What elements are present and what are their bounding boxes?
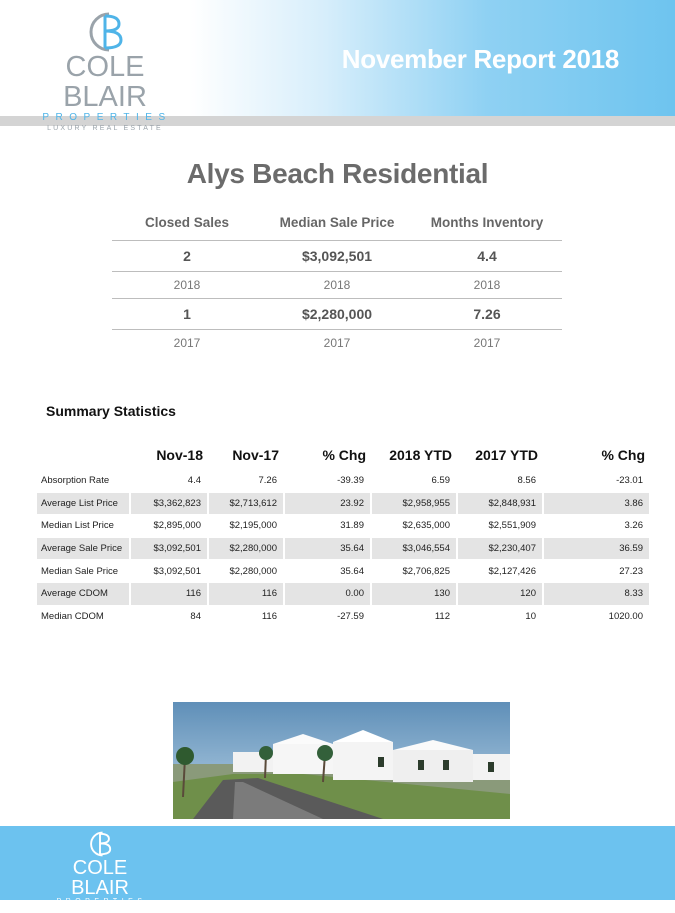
footer-logo [48, 830, 152, 913]
column-header [37, 440, 131, 470]
kpi-value: $2,280,000 [301, 306, 373, 322]
table-cell: 4.4 [131, 470, 209, 493]
company-logo [30, 10, 180, 132]
table-cell: $2,895,000 [131, 515, 209, 538]
table-cell: 27.23 [544, 560, 651, 583]
footer-brand-sub: PROPERTIES [56, 898, 147, 905]
summary-header-row [37, 440, 651, 470]
table-cell: 84 [131, 606, 209, 629]
table-cell: $3,092,501 [131, 560, 209, 583]
table-cell: 35.64 [285, 538, 372, 561]
table-cell: $2,848,931 [458, 493, 544, 516]
table-cell: 116 [131, 583, 209, 606]
table-cell: $3,046,554 [372, 538, 458, 561]
row-label: Median CDOM [37, 606, 131, 629]
kpi-year: 2017 [173, 336, 201, 350]
table-cell: $3,362,823 [131, 493, 209, 516]
table-cell: $2,551,909 [458, 515, 544, 538]
kpi-year: 2018 [173, 278, 201, 292]
column-header: Nov-17 [232, 447, 279, 463]
kpi-year: 2017 [473, 336, 501, 350]
table-cell: $3,092,501 [131, 538, 209, 561]
table-row [37, 606, 651, 629]
table-cell: 0.00 [285, 583, 372, 606]
table-row [37, 583, 651, 606]
table-cell: $2,127,426 [458, 560, 544, 583]
kpi-header-months-inventory: Months Inventory [430, 215, 544, 230]
table-cell: $2,635,000 [372, 515, 458, 538]
cb-monogram-icon [85, 10, 125, 54]
kpi-current-years [112, 272, 562, 298]
kpi-header-closed-sales: Closed Sales [144, 215, 230, 230]
table-cell: $2,195,000 [209, 515, 285, 538]
column-header: 2018 YTD [389, 447, 452, 463]
table-cell: -27.59 [285, 606, 372, 629]
column-header: Nov-18 [156, 447, 203, 463]
kpi-value: 1 [183, 306, 191, 322]
kpi-year: 2017 [323, 336, 351, 350]
row-label: Median List Price [37, 515, 131, 538]
summary-table [37, 440, 651, 628]
logo-tagline: LUXURY REAL ESTATE [47, 125, 163, 132]
table-cell: 10 [458, 606, 544, 629]
table-cell: 23.92 [285, 493, 372, 516]
footer-tagline: LUXURY REAL ESTATE [59, 906, 141, 912]
table-cell: 8.33 [544, 583, 651, 606]
row-label: Absorption Rate [37, 470, 131, 493]
property-photo [173, 702, 510, 819]
beach-town-image [173, 702, 510, 819]
table-row [37, 493, 651, 516]
table-cell: 130 [372, 583, 458, 606]
row-label: Average Sale Price [37, 538, 131, 561]
row-label: Median Sale Price [37, 560, 131, 583]
table-cell: $2,713,612 [209, 493, 285, 516]
page-title: Alys Beach Residential [186, 158, 489, 189]
table-cell: 7.26 [209, 470, 285, 493]
report-title: November Report 2018 [341, 44, 619, 74]
footer-brand-name: COLE BLAIR [71, 857, 129, 899]
table-row [37, 560, 651, 583]
table-cell: 3.26 [544, 515, 651, 538]
kpi-current-values [112, 241, 562, 271]
summary-title: Summary Statistics [46, 403, 176, 419]
row-label: Average List Price [37, 493, 131, 516]
kpi-value: 4.4 [477, 248, 497, 264]
column-header: 2017 YTD [475, 447, 538, 463]
kpi-value: $3,092,501 [301, 248, 373, 264]
logo-brand-sub: PROPERTIES [42, 112, 172, 123]
table-cell: $2,230,407 [458, 538, 544, 561]
kpi-header-median-sale-price: Median Sale Price [279, 215, 395, 230]
table-cell: $2,280,000 [209, 560, 285, 583]
kpi-previous-values [112, 299, 562, 329]
table-cell: -39.39 [285, 470, 372, 493]
table-cell: 120 [458, 583, 544, 606]
row-label: Average CDOM [37, 583, 131, 606]
table-cell: 8.56 [458, 470, 544, 493]
column-header: % Chg [322, 447, 366, 463]
kpi-value: 7.26 [473, 306, 501, 322]
table-cell: 6.59 [372, 470, 458, 493]
table-cell: $2,280,000 [209, 538, 285, 561]
kpi-year: 2018 [323, 278, 351, 292]
kpi-value: 2 [183, 248, 191, 264]
table-cell: 116 [209, 606, 285, 629]
table-row [37, 538, 651, 561]
table-cell: $2,958,955 [372, 493, 458, 516]
table-cell: $2,706,825 [372, 560, 458, 583]
table-cell: 112 [372, 606, 458, 629]
table-row [37, 470, 651, 493]
table-cell: 1020.00 [544, 606, 651, 629]
table-cell: 3.86 [544, 493, 651, 516]
table-cell: 36.59 [544, 538, 651, 561]
table-cell: 31.89 [285, 515, 372, 538]
kpi-header-row [112, 206, 562, 240]
cb-monogram-icon [87, 830, 113, 858]
column-header: % Chg [601, 447, 645, 463]
kpi-year: 2018 [473, 278, 501, 292]
table-cell: 35.64 [285, 560, 372, 583]
table-cell: -23.01 [544, 470, 651, 493]
kpi-previous-years [112, 330, 562, 356]
logo-brand-name: COLE BLAIR [63, 51, 147, 113]
kpi-table [112, 206, 562, 356]
table-cell: 116 [209, 583, 285, 606]
table-row [37, 515, 651, 538]
